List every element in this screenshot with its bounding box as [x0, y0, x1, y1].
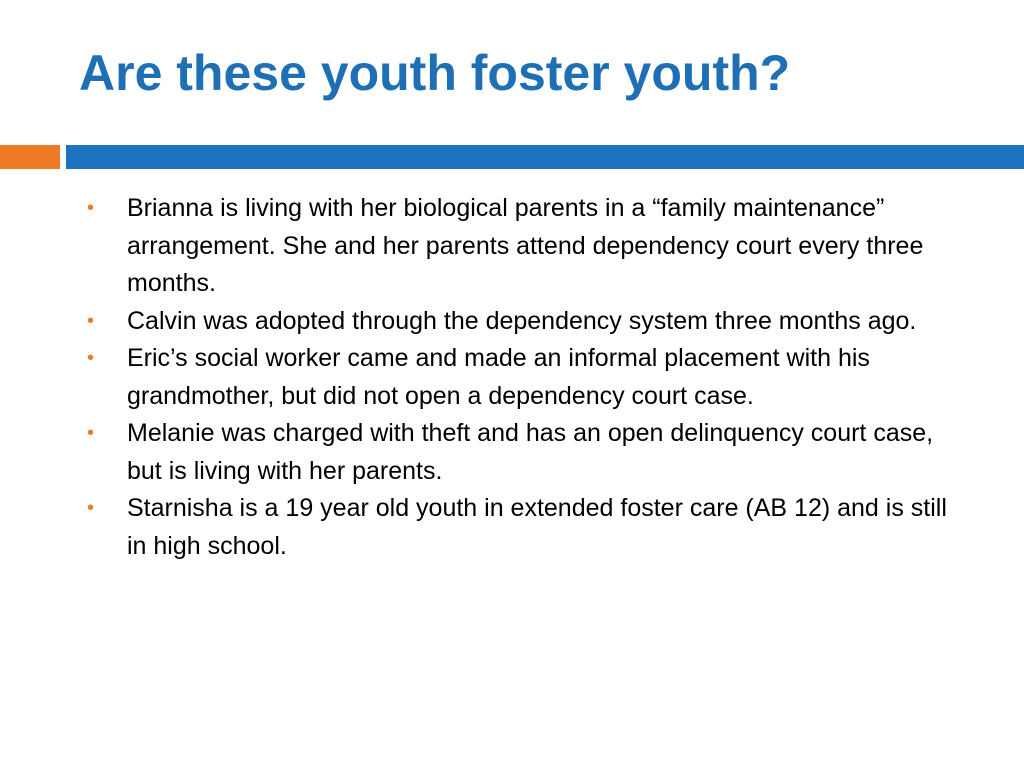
bullet-item	[84, 490, 964, 565]
bullet-item	[84, 340, 964, 415]
slide-title: Are these youth foster youth?	[79, 45, 791, 101]
bullet-icon: •	[87, 309, 95, 332]
bullet-icon: •	[87, 197, 95, 219]
bullet-text: Brianna is living with her biological parents in a “family maintenance” arrangement. She and her parents attend dependency court every three months.	[127, 194, 924, 297]
title-underline-orange	[0, 145, 60, 169]
bullet-text: Eric’s social worker came and made an informal placement with his grandmother, but did not open a dependency court case.	[127, 344, 870, 410]
title-underline-blue	[66, 145, 1024, 169]
bullet-item	[84, 190, 964, 303]
bullet-text: Melanie was charged with theft and has an open delinquency court case, but is living with her parents.	[127, 419, 934, 485]
bullet-item	[84, 303, 964, 341]
bullet-text: Starnisha is a 19 year old youth in extended foster care (AB 12) and is still in high school.	[127, 494, 947, 560]
bullet-icon: •	[87, 497, 95, 519]
bullet-icon: •	[87, 347, 95, 369]
bullet-icon: •	[87, 422, 95, 444]
bullet-item	[84, 415, 964, 490]
bullet-list	[84, 190, 964, 565]
bullet-text: Calvin was adopted through the dependency system three months ago.	[127, 306, 917, 335]
